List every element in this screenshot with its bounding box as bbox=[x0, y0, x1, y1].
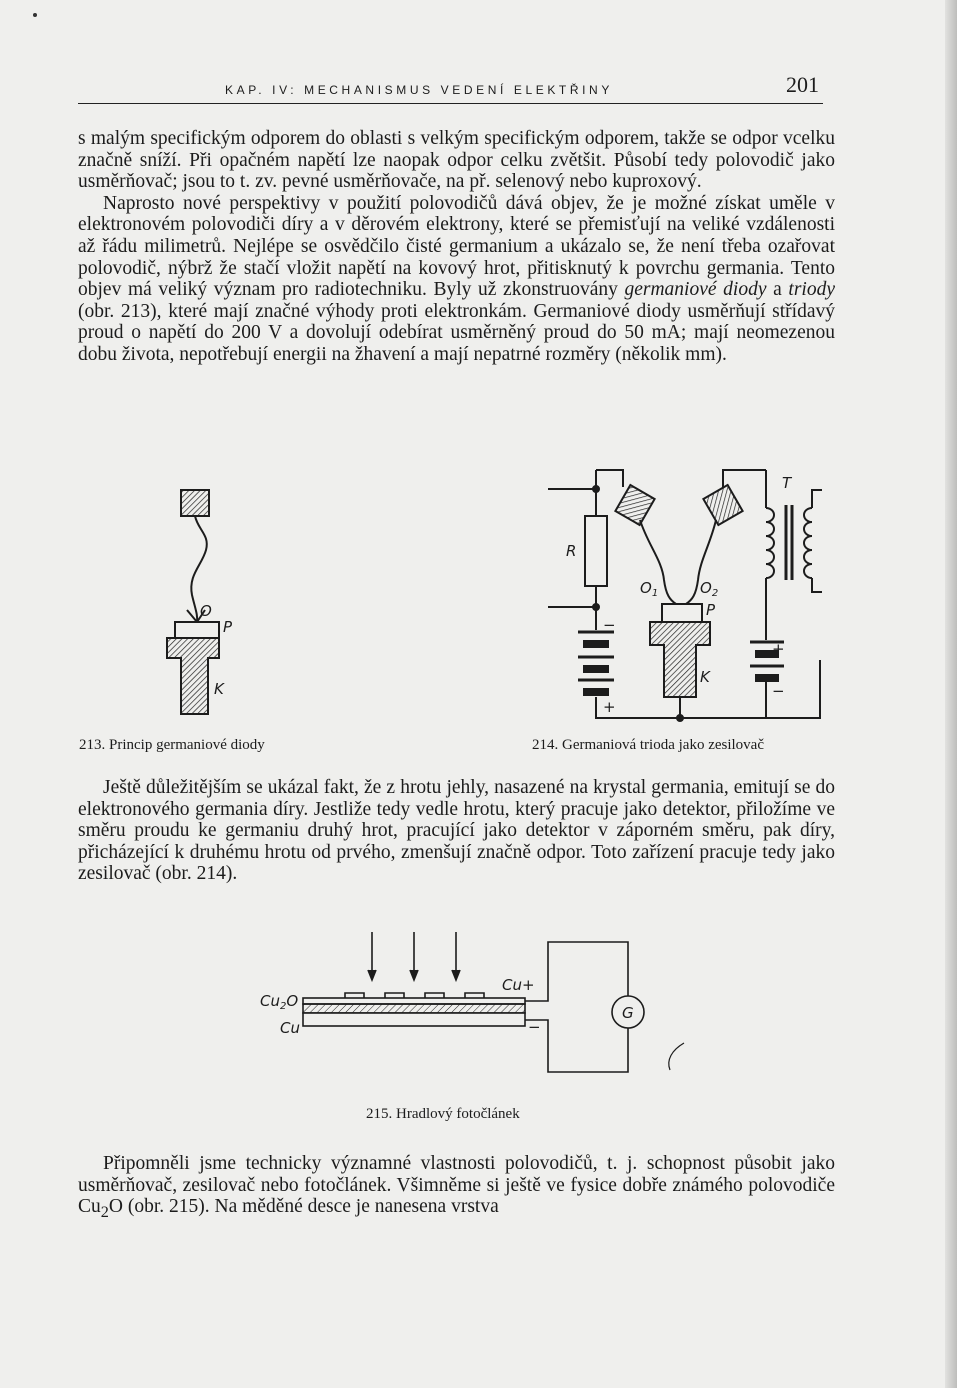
triode-crystal-p bbox=[662, 604, 702, 622]
fig214-label-o2-letter: O bbox=[700, 579, 712, 597]
fig214-label-o2 bbox=[700, 579, 718, 599]
fig213-label-o: O bbox=[200, 602, 212, 620]
fig215-label-cu: Cu bbox=[280, 1019, 300, 1037]
diode-contact-block bbox=[181, 490, 209, 516]
battery-left bbox=[578, 632, 614, 695]
term-germanium-diodes: germaniové diody bbox=[624, 279, 767, 301]
cu2o-layer bbox=[303, 1004, 525, 1013]
paragraph-4-text-a: Připomněli jsme technicky významné vlastnosti polovodičů, t. j. schopnost působit jako usměrňovač, zesilovač nebo fotočlánek. Všimněme si ještě ve fysice dobře známého polovodiče Cu bbox=[78, 1153, 835, 1218]
fig215-label-cu-plus: Cu+ bbox=[502, 976, 535, 994]
fig214-label-o1-letter: O bbox=[640, 579, 652, 597]
fig215-label-cu2o-cu: Cu bbox=[260, 992, 280, 1010]
page-number: 201 bbox=[786, 72, 819, 97]
caption-figure-214: 214. Germaniová trioda jako zesilovač bbox=[532, 737, 765, 753]
scan-mark bbox=[669, 1043, 684, 1070]
caption-figure-213: 213. Princip germaniové diody bbox=[79, 737, 265, 753]
figure-214-triode-amplifier bbox=[548, 470, 822, 721]
fig214-label-r: R bbox=[566, 542, 577, 560]
paragraph-1: s malým specifickým odporem do oblasti s velkým specifickým odporem, takže se odpor vcelku značně sníží. Při opačném napětí lze naopak odpor celku zvětšit. Působí tedy polovodič jako usměrňovač; jsou to t. zv. pevné usměrňovače, na př. selenový nebo kuproxový. bbox=[78, 128, 835, 193]
paragraph-4 bbox=[78, 1153, 835, 1224]
diode-crystal-p bbox=[175, 622, 219, 638]
fig214-label-plus-left: + bbox=[603, 698, 616, 716]
text-column-bottom bbox=[78, 1153, 835, 1224]
fig213-label-p: P bbox=[223, 618, 233, 636]
fig214-label-o1 bbox=[640, 579, 658, 599]
term-triodes: triody bbox=[788, 279, 836, 301]
fig213-label-k: K bbox=[214, 680, 224, 698]
contact-block-right bbox=[703, 485, 742, 525]
fig214-label-k: K bbox=[700, 668, 710, 686]
fig215-label-minus: − bbox=[528, 1018, 541, 1036]
fig214-label-minus-left: − bbox=[603, 616, 616, 634]
figure-215-photocell bbox=[260, 932, 684, 1072]
figure-213-diode bbox=[167, 490, 233, 714]
resistor-r bbox=[585, 516, 607, 586]
caption-figure-215: 215. Hradlový fotočlánek bbox=[366, 1106, 520, 1122]
fig214-label-t: T bbox=[782, 474, 792, 492]
cu-base-plate bbox=[303, 1013, 525, 1026]
cu-plus-electrode bbox=[303, 998, 525, 1004]
fig215-label-cu2o-sub: 2 bbox=[279, 1001, 287, 1012]
paragraph-4-text-b: O (obr. 215). Na měděné desce je nanesena vrstva bbox=[108, 1196, 499, 1218]
paragraph-3: Ještě důležitějším se ukázal fakt, že z hrotu jehly, nasazené na krystal germania, emitují se do elektronového germania díry. Jestliže tedy vedle hrotu, který pracuje jako detektor, přiložíme ve směru proudu ke germaniu druhý hrot, pracující jako detektor v záporném směru, pak díry, přicházející k druhému hrotu od prvého, zmenšují značně odpor. Toto zařízení pracuje tedy jako zesilovač (obr. 214). bbox=[78, 777, 835, 885]
paragraph-4-subscript: 2 bbox=[100, 1203, 109, 1222]
fig214-label-o2-sub: 2 bbox=[711, 588, 719, 599]
fig214-label-o1-sub: 1 bbox=[651, 588, 659, 599]
text-column-middle bbox=[78, 777, 835, 885]
circuit-wire-top bbox=[525, 942, 628, 1001]
running-header: KAP. IV: MECHANISMUS VEDENÍ ELEKTŘINY bbox=[225, 83, 613, 97]
fig214-label-plus-right: + bbox=[772, 640, 785, 658]
paragraph-2-text-b: a bbox=[766, 279, 789, 301]
right-top-wire bbox=[723, 470, 766, 487]
fig215-label-cu2o bbox=[260, 992, 298, 1012]
paragraph-2-text-a: Naprosto nové perspektivy v použití polovodičů dává objev, že je možné získat uměle v elektronovém polovodiči díry a v děrovém elektrony, které se přemisťují na veliké vzdálenosti až řádu milimetrů. Nejlépe se osvědčilo čisté germanium a ukázalo se, že není třeba ozařovat polovodič, nýbrž že stačí vložit napětí na kovový hrot, přitisknutý k povrchu germania. Tento objev má veliký význam pro radiotechniku. Byly už zkonstruovány bbox=[78, 192, 835, 301]
paragraph-2-text-c: (obr. 213), které mají značné výhody proti elektronkám. Germaniové diody usměrňují střídavý proud o napětí do 200 V a dovolují odebírat usměrněný proud do 50 mA; mají neomezenou dobu života, nepotřebují energii na žhavení a mají nepatrné rozměry (několik mm). bbox=[78, 300, 835, 365]
transformer-t bbox=[766, 490, 822, 592]
contact-block-left bbox=[615, 485, 654, 525]
fig214-label-minus-right: − bbox=[772, 682, 785, 700]
light-arrows bbox=[368, 932, 460, 980]
fig215-label-cu2o-o: O bbox=[286, 992, 299, 1010]
fig214-label-p: P bbox=[706, 601, 716, 619]
diode-base-k bbox=[167, 638, 219, 714]
fig215-label-g: G bbox=[622, 1004, 634, 1022]
top-bridge-wire bbox=[596, 470, 623, 487]
